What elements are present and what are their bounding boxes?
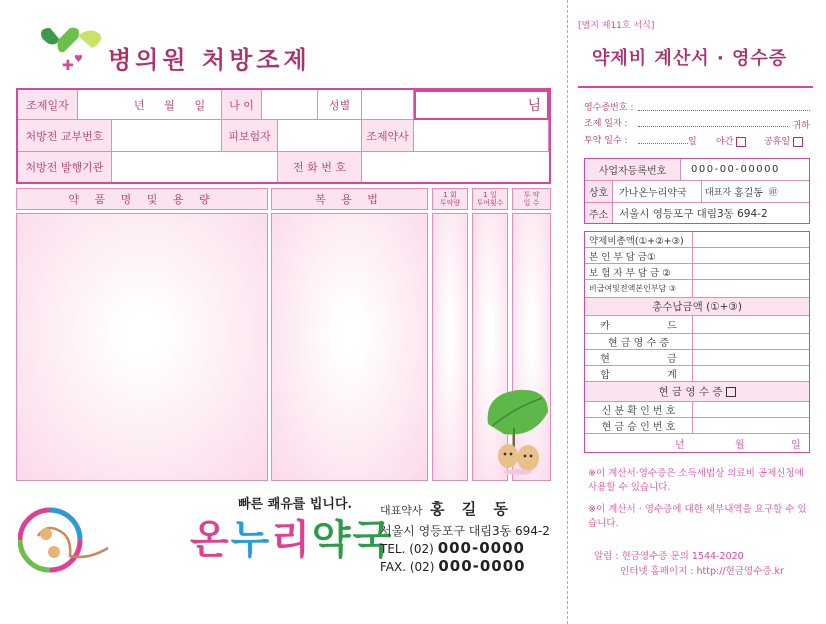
receipt-no-line (638, 110, 810, 111)
cash-receipt-check-label: 현 금 영 수 증 (658, 386, 723, 398)
fax-label: FAX. (02) (380, 560, 435, 574)
total-fee-row[interactable] (585, 232, 809, 248)
days-header-line2: 일 수 (523, 199, 540, 207)
days-row (584, 133, 812, 146)
insured-label: 피보험자 (222, 120, 278, 152)
name-label: 상호 (585, 181, 613, 202)
card-row[interactable] (585, 316, 809, 334)
dispense-date-label: 조제일자 (18, 90, 78, 120)
per-day-header-line1: 1 일 (483, 191, 497, 199)
biz-no-value: 000-00-00000 (691, 164, 780, 175)
drug-name-header: 약 품 명 및 용 량 (16, 188, 268, 210)
form-number: [별지 제11호 서식] (578, 21, 655, 31)
rx-number-label: 처방전 교부번호 (18, 120, 112, 152)
pharmacy-brand-name (190, 508, 393, 565)
rx-number-field[interactable] (112, 120, 222, 152)
addr-row (585, 203, 809, 223)
approval-label: 현 금 승 인 번 호 (585, 418, 693, 433)
days-header-line1: 투 약 (523, 191, 540, 199)
brand-char-2: 누 (230, 517, 272, 563)
guiha-label: 귀하 (792, 121, 810, 131)
tel-label: TEL. (02) (380, 542, 434, 556)
gender-field[interactable] (362, 90, 414, 120)
rep-name: 홍길동 (733, 188, 763, 199)
usage-column[interactable] (271, 213, 428, 481)
ceo-name: 홍 길 동 (430, 500, 514, 518)
footer-year: 년 (675, 439, 685, 451)
receipt-date-label: 조제 일자 : (584, 119, 628, 129)
name-value: 가나온누리약국 (619, 188, 687, 199)
note-1: ※이 계산서·영수증은 소득세법상 의료비 공제신청에 사용할 수 있습니다. (588, 468, 804, 493)
prescription-info-table (16, 88, 551, 184)
night-label: 야간 (716, 137, 734, 147)
self-pay-row[interactable] (585, 248, 809, 264)
brand-char-3: 리 (271, 517, 312, 563)
receipt-date-row[interactable] (584, 116, 810, 129)
name-row (585, 181, 809, 203)
brand-char-5: 국 (352, 517, 394, 563)
receipt-date-line (638, 126, 788, 127)
pharmacy-fax (380, 557, 526, 575)
cash-row[interactable] (585, 350, 809, 366)
gender-label: 성별 (318, 90, 362, 120)
night-checkbox[interactable] (736, 137, 746, 147)
insurer-pay-row[interactable] (585, 264, 809, 280)
svg-text:✚: ✚ (62, 58, 74, 74)
per-dose-header-line1: 1 회 (443, 191, 457, 199)
day-unit: 일 (688, 137, 697, 147)
year-unit: 년 (133, 98, 145, 112)
patient-name-field[interactable] (414, 90, 549, 120)
homepage-note: 인터넷 홈페이지 : http://현금영수증.kr (620, 566, 784, 577)
cash-label: 현 금 (585, 350, 693, 365)
per-dose-header (432, 188, 468, 210)
rx-institution-label: 처방전 발행기관 (18, 152, 112, 182)
footer-day: 일 (791, 439, 801, 451)
rep-label: 대표자 (705, 188, 732, 198)
dispense-date-field[interactable] (78, 90, 222, 120)
inquiry-note: 알림 : 현금영수증 문의 1544-2020 (594, 551, 744, 562)
holiday-option[interactable] (764, 134, 803, 147)
drug-name-column[interactable] (16, 213, 268, 481)
holiday-checkbox[interactable] (793, 137, 803, 147)
insured-field[interactable] (278, 120, 362, 152)
ceo-line (380, 498, 514, 519)
tel-number: 000-0000 (437, 539, 525, 557)
note-2: ※이 계산서 · 영수증에 대한 세부내역을 요구할 수 있습니다. (588, 504, 807, 529)
brand-char-1: 온 (190, 517, 231, 563)
age-label: 나 이 (222, 90, 262, 120)
insurer-pay-label: 보 험 자 부 담 금 ② (585, 264, 693, 279)
per-day-header-line2: 투여횟수 (476, 199, 504, 207)
night-option[interactable] (716, 134, 746, 147)
fax-number: 000-0000 (438, 557, 526, 575)
pharmacy-tel (380, 539, 525, 557)
biz-no-label: 사업자등록번호 (585, 159, 681, 180)
id-check-row[interactable] (585, 402, 809, 418)
grand-total-label: 합 계 (585, 366, 693, 381)
biz-no-row (585, 159, 809, 181)
receipt-title: 약제비 계산서 · 영수증 (592, 48, 788, 69)
month-unit: 월 (164, 98, 175, 112)
phone-field[interactable] (362, 152, 549, 182)
honorific: 님 (527, 98, 541, 114)
approval-row[interactable] (585, 418, 809, 434)
receipt-no-label: 영수증번호 : (584, 103, 634, 113)
footer-month: 월 (735, 439, 745, 451)
title-underline (578, 86, 813, 88)
age-field[interactable] (262, 90, 318, 120)
addr-value: 서울시 영등포구 대림3동 694-2 (619, 207, 768, 220)
per-dose-header-line2: 투약량 (439, 199, 461, 207)
slogan: 빠른 쾌유를 빕니다. (238, 497, 353, 512)
brand-char-4: 약 (311, 517, 353, 563)
page-title: 병의원 처방조제 (108, 46, 311, 74)
phone-label: 전 화 번 호 (278, 152, 362, 182)
pharmacy-mascot-logo (18, 500, 114, 580)
grand-total-row[interactable] (585, 366, 809, 382)
rep-cell (701, 181, 778, 202)
perforation-divider (567, 0, 568, 624)
svg-text:♥: ♥ (74, 54, 83, 65)
addr-label: 주소 (585, 203, 613, 223)
business-info-box (584, 158, 810, 224)
receipt-date-footer[interactable] (585, 434, 809, 452)
day-unit: 일 (194, 98, 206, 112)
pharmacy-heart-logo (38, 26, 108, 74)
days-label: 투약 일수 : (584, 136, 628, 146)
per-dose-column[interactable] (432, 213, 468, 481)
nonpay-label: 비급여및전액본인부담 ③ (585, 280, 693, 297)
total-fee-label: 약제비총액(①+②+③) (585, 232, 693, 247)
rx-institution-field[interactable] (112, 152, 278, 182)
cash-receipt-label: 현 금 영 수 증 (585, 334, 693, 349)
card-label: 카 드 (585, 316, 693, 333)
cash-receipt-row[interactable] (585, 334, 809, 350)
pharmacist-field[interactable] (414, 120, 549, 152)
pharmacy-address: 서울시 영등포구 대림3동 694-2 (380, 524, 550, 538)
days-header (512, 188, 551, 210)
seal-mark: ㊞ (768, 188, 778, 198)
leaf-characters-illustration (484, 388, 552, 480)
nonpay-row[interactable] (585, 280, 809, 298)
sum-header: 총수납금액 (①+③) (585, 298, 809, 316)
pharmacist-label: 조제약사 (362, 120, 414, 152)
receipt-no-row[interactable] (584, 100, 810, 113)
amount-box (584, 231, 810, 453)
id-check-label: 신 분 확 인 번 호 (585, 402, 693, 417)
per-day-header (472, 188, 508, 210)
days-line (638, 143, 688, 144)
self-pay-label: 본 인 부 담 금① (585, 248, 693, 263)
cash-receipt-checkbox[interactable] (726, 387, 736, 397)
cash-receipt-check-row[interactable] (585, 382, 809, 402)
ceo-label: 대표약사 (380, 504, 423, 517)
usage-header: 복 용 법 (271, 188, 428, 210)
holiday-label: 공휴일 (764, 137, 791, 147)
